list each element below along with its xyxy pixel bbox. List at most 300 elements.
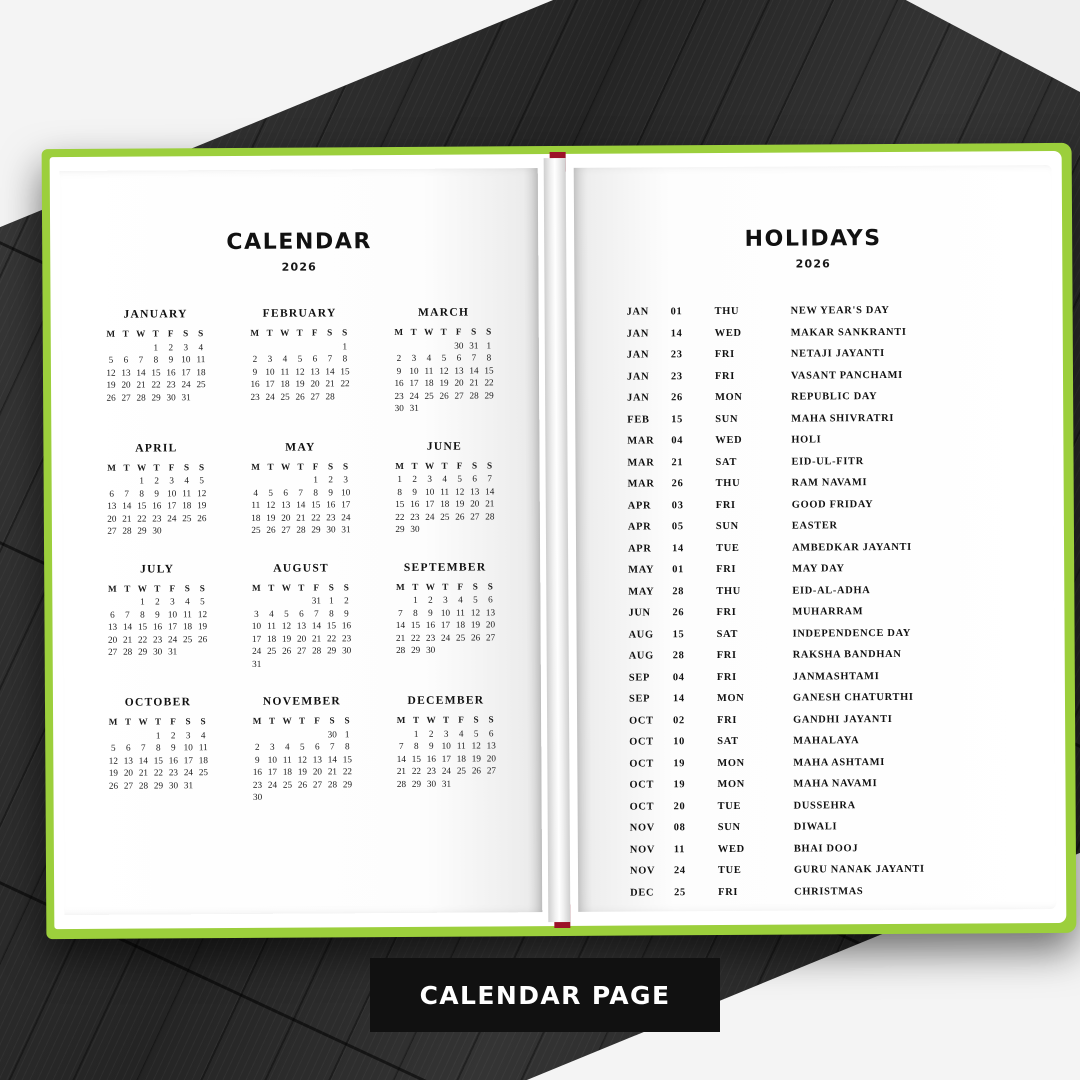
empty-cell [391, 339, 406, 352]
empty-cell [406, 339, 421, 352]
month-block [375, 306, 514, 414]
calendar-title: CALENDAR [226, 229, 373, 256]
day-cell: 28 [122, 525, 132, 536]
month-table [105, 582, 210, 659]
day-cell: 28 [325, 390, 335, 401]
day-cell: 6 [472, 473, 477, 484]
weekday-header: F [313, 581, 320, 593]
calendar-page-header [60, 228, 538, 275]
day-cell: 11 [424, 365, 434, 376]
empty-cell [121, 729, 136, 742]
day-cell: 17 [181, 366, 191, 377]
holiday-name: DUSSEHRA [793, 799, 856, 812]
month-week-row [248, 523, 353, 536]
day-cell: 16 [166, 366, 176, 377]
empty-cell [468, 643, 483, 656]
holiday-weekday: MON [717, 779, 746, 791]
month-week-row [393, 643, 498, 656]
day-cell: 18 [196, 366, 206, 377]
empty-cell [309, 657, 324, 670]
holiday-day: 05 [671, 521, 684, 533]
day-cell: 10 [409, 365, 419, 376]
empty-cell [438, 644, 453, 657]
day-cell: 31 [441, 778, 452, 789]
day-cell: 1 [342, 340, 348, 351]
day-cell: 11 [440, 486, 450, 497]
day-cell: 26 [106, 392, 116, 403]
empty-cell [482, 401, 497, 414]
day-cell: 12 [108, 755, 118, 766]
day-cell: 21 [311, 632, 322, 644]
empty-cell [295, 728, 310, 741]
day-cell: 6 [488, 727, 494, 738]
day-cell: 24 [252, 645, 262, 656]
empty-cell [338, 390, 353, 403]
day-cell: 24 [183, 767, 194, 778]
holiday-month: OCT [629, 736, 654, 748]
holiday-month: MAR [627, 478, 655, 490]
month-week-row [105, 608, 210, 621]
day-cell: 30 [327, 728, 337, 739]
holiday-name: MAY DAY [792, 563, 845, 575]
day-cell: 15 [137, 621, 148, 632]
empty-cell [248, 474, 263, 487]
day-cell: 24 [425, 511, 435, 522]
day-cell: 6 [110, 609, 115, 620]
empty-cell [196, 779, 211, 792]
weekday-header: S [183, 328, 189, 339]
month-block [87, 442, 226, 538]
empty-cell [294, 595, 309, 608]
holiday-weekday: MON [715, 392, 743, 404]
weekday-header: M [394, 326, 404, 338]
holiday-name: HOLI [791, 434, 822, 446]
month-week-row [393, 631, 498, 644]
weekday-header: W [425, 581, 435, 592]
weekday-header: M [106, 328, 116, 339]
weekday-header: S [486, 459, 493, 470]
empty-cell [105, 596, 120, 609]
day-cell: 28 [296, 524, 306, 535]
day-cell: 21 [122, 634, 133, 645]
month-name: FEBRUARY [262, 307, 337, 320]
day-cell: 21 [122, 513, 132, 524]
day-cell: 12 [295, 366, 305, 377]
day-cell: 9 [255, 754, 260, 765]
weekday-header: T [268, 582, 275, 593]
holiday-weekday: FRI [715, 499, 736, 511]
day-cell: 23 [341, 632, 352, 643]
month-week-row [104, 499, 209, 512]
month-week-row [103, 341, 208, 354]
month-block [233, 695, 372, 803]
day-cell: 29 [138, 646, 148, 657]
empty-cell [263, 474, 278, 487]
weekday-header: W [424, 460, 435, 471]
day-cell: 14 [469, 364, 479, 376]
day-cell: 10 [267, 754, 277, 765]
day-cell: 2 [170, 729, 176, 740]
day-cell: 13 [486, 740, 496, 751]
empty-cell [393, 594, 408, 607]
month-week-row [247, 377, 352, 390]
day-cell: 2 [155, 596, 160, 607]
calendar-year: 2026 [281, 260, 318, 274]
holiday-row [627, 342, 1017, 366]
day-cell: 4 [269, 608, 274, 619]
month-week-row [250, 728, 355, 741]
day-cell: 19 [455, 498, 465, 509]
day-cell: 9 [328, 486, 334, 497]
holiday-name: RAM NAVAMI [791, 477, 868, 489]
holiday-day: 02 [673, 714, 685, 727]
day-cell: 7 [140, 742, 146, 753]
empty-cell [249, 595, 264, 608]
day-cell: 26 [197, 512, 207, 523]
weekday-header: M [252, 715, 262, 726]
day-cell: 30 [426, 778, 437, 789]
weekday-header: W [137, 583, 147, 594]
day-cell: 24 [441, 765, 452, 776]
holiday-day: 03 [671, 499, 684, 512]
day-cell: 14 [325, 365, 335, 376]
month-table [248, 460, 353, 537]
day-cell: 30 [326, 524, 336, 535]
month-name: DECEMBER [407, 694, 485, 707]
holiday-weekday: SUN [715, 521, 739, 533]
empty-cell [194, 391, 209, 404]
holiday-row [627, 299, 1017, 323]
weekday-header: M [251, 461, 260, 472]
day-cell: 24 [341, 511, 351, 522]
holiday-weekday: MON [717, 757, 745, 769]
weekday-header: W [426, 714, 436, 725]
weekday-header: T [296, 327, 303, 338]
month-week-row [391, 351, 496, 364]
month-week-row [391, 364, 496, 377]
day-cell: 10 [425, 486, 435, 497]
backdrop-highlight-top-right [902, 0, 1080, 93]
day-cell: 12 [455, 486, 465, 497]
empty-cell [453, 644, 468, 657]
day-cell: 30 [410, 523, 420, 534]
holiday-day: 08 [673, 822, 686, 834]
day-cell: 18 [456, 753, 466, 764]
month-name: JUNE [426, 440, 463, 453]
day-cell: 21 [395, 632, 406, 643]
day-cell: 31 [181, 391, 191, 402]
holiday-row [627, 450, 1017, 474]
day-cell: 28 [312, 645, 322, 656]
day-cell: 8 [342, 353, 348, 364]
day-cell: 31 [469, 339, 479, 351]
holiday-day: 15 [671, 413, 684, 426]
holiday-day: 01 [670, 306, 683, 318]
day-cell: 2 [154, 475, 159, 486]
holiday-weekday: FRI [716, 650, 737, 662]
weekday-header: T [442, 581, 449, 592]
day-cell: 2 [168, 341, 174, 352]
day-cell: 27 [470, 510, 480, 522]
empty-cell [294, 657, 309, 670]
day-cell: 25 [424, 390, 434, 401]
holiday-weekday: FRI [716, 607, 737, 619]
day-cell: 6 [283, 487, 289, 498]
weekday-header: S [184, 582, 190, 593]
month-week-row [105, 633, 210, 646]
empty-cell [103, 341, 118, 354]
day-cell: 28 [469, 389, 479, 401]
holiday-row [627, 321, 1017, 345]
month-week-row [249, 594, 354, 607]
day-cell: 14 [485, 485, 495, 496]
day-cell: 10 [251, 620, 262, 631]
month-table [103, 327, 208, 404]
day-cell: 30 [166, 391, 176, 402]
day-cell: 19 [297, 766, 308, 777]
day-cell: 12 [266, 499, 276, 510]
holiday-weekday: SAT [716, 628, 739, 640]
day-cell: 13 [310, 365, 320, 377]
weekday-header: F [169, 582, 176, 593]
day-cell: 6 [299, 608, 304, 619]
weekday-header: T [124, 716, 132, 727]
holiday-day: 14 [670, 327, 683, 340]
holiday-day: 01 [672, 564, 685, 576]
day-cell: 1 [486, 339, 492, 350]
holiday-row [628, 536, 1018, 560]
day-cell: 22 [137, 513, 147, 524]
day-cell: 8 [344, 741, 350, 752]
open-planner-book [42, 143, 1077, 939]
holiday-row [628, 557, 1018, 581]
day-cell: 29 [327, 645, 337, 656]
day-cell: 27 [297, 645, 307, 656]
day-cell: 18 [282, 766, 293, 777]
holiday-name: MAHALAYA [793, 735, 860, 747]
day-cell: 16 [250, 378, 260, 389]
month-week-row [250, 778, 355, 791]
holiday-row [627, 407, 1017, 431]
weekday-header: T [440, 326, 447, 337]
month-table [247, 326, 352, 403]
day-cell: 27 [310, 390, 320, 402]
day-cell: 19 [471, 752, 481, 764]
holiday-weekday: WED [714, 327, 742, 339]
month-week-row [392, 510, 497, 523]
day-cell: 2 [412, 473, 417, 484]
holiday-weekday: WED [717, 843, 745, 855]
day-cell: 6 [109, 488, 115, 499]
day-cell: 24 [181, 379, 191, 390]
weekday-header: T [267, 461, 274, 472]
day-cell: 5 [108, 354, 114, 365]
day-cell: 26 [197, 633, 208, 644]
holiday-day: 28 [672, 650, 685, 662]
holiday-row [628, 579, 1018, 603]
day-cell: 18 [251, 512, 261, 523]
day-cell: 3 [343, 474, 348, 485]
empty-cell [118, 341, 133, 354]
day-cell: 21 [396, 765, 407, 776]
month-week-row [106, 754, 211, 767]
day-cell: 9 [396, 365, 402, 376]
holiday-month: JAN [626, 371, 650, 383]
day-cell: 4 [200, 729, 206, 740]
day-cell: 10 [167, 487, 177, 498]
empty-cell [469, 777, 484, 790]
empty-cell [279, 595, 294, 608]
weekday-header: W [282, 715, 292, 726]
weekday-header: M [395, 581, 405, 592]
holiday-day: 25 [674, 886, 686, 899]
day-cell: 13 [121, 367, 131, 378]
weekday-header: S [342, 460, 349, 471]
month-block [375, 440, 514, 536]
holiday-row [628, 471, 1018, 495]
empty-cell [467, 522, 482, 535]
holiday-month: OCT [629, 801, 655, 813]
holiday-weekday: FRI [714, 370, 736, 382]
weekday-header: S [327, 327, 333, 338]
day-cell: 6 [312, 353, 318, 364]
month-name: SEPTEMBER [403, 560, 487, 574]
holiday-weekday: FRI [716, 671, 737, 683]
day-cell: 13 [123, 755, 133, 766]
day-cell: 19 [106, 379, 116, 390]
month-week-row [249, 644, 354, 657]
empty-cell [340, 790, 355, 803]
weekday-header: T [441, 460, 448, 471]
holiday-name: EASTER [791, 520, 838, 532]
day-cell: 24 [409, 390, 419, 401]
day-cell: 17 [267, 766, 278, 777]
month-week-row [104, 378, 209, 391]
day-cell: 11 [455, 607, 465, 618]
weekday-header: M [251, 582, 261, 593]
month-week-row [104, 391, 209, 404]
day-cell: 15 [484, 364, 494, 375]
day-cell: 17 [251, 633, 262, 644]
holiday-weekday: SAT [717, 736, 739, 748]
weekday-header: W [280, 461, 291, 472]
holiday-row [629, 729, 1019, 753]
holiday-month: AUG [628, 650, 654, 662]
day-cell: 26 [439, 390, 449, 401]
holiday-name: VASANT PANCHAMI [790, 369, 903, 382]
holiday-day: 14 [672, 693, 685, 705]
day-cell: 8 [329, 607, 334, 618]
day-cell: 10 [183, 742, 193, 753]
day-cell: 9 [170, 742, 176, 753]
month-name: OCTOBER [124, 696, 192, 709]
empty-cell [180, 645, 195, 658]
day-cell: 2 [396, 352, 402, 363]
day-cell: 15 [137, 500, 147, 511]
day-cell: 4 [198, 341, 204, 352]
day-cell: 9 [428, 607, 433, 618]
month-week-row [247, 365, 352, 378]
month-week-row [105, 620, 210, 633]
holiday-row [628, 493, 1018, 517]
holiday-month: JAN [626, 306, 649, 318]
empty-cell [452, 523, 467, 536]
empty-cell [437, 402, 452, 415]
day-cell: 15 [411, 753, 421, 764]
day-cell: 13 [454, 365, 464, 376]
day-cell: 24 [440, 632, 451, 643]
day-cell: 26 [266, 524, 276, 535]
day-cell: 20 [312, 766, 323, 777]
weekday-header: W [136, 462, 147, 473]
day-cell: 29 [411, 644, 421, 655]
holiday-weekday: WED [715, 435, 743, 447]
holiday-weekday: THU [715, 478, 741, 490]
holiday-row [629, 643, 1019, 667]
weekday-header: M [107, 462, 116, 473]
weekday-header: S [327, 460, 334, 471]
day-cell: 5 [110, 742, 116, 753]
month-name: MAY [285, 440, 316, 454]
day-cell: 17 [441, 753, 451, 764]
weekday-header: T [412, 581, 419, 592]
day-cell: 26 [295, 391, 305, 402]
day-cell: 4 [282, 353, 288, 364]
weekday-header: F [167, 328, 174, 339]
day-cell: 16 [410, 498, 420, 509]
empty-cell [484, 777, 499, 790]
day-cell: 15 [151, 366, 161, 377]
holiday-row [630, 837, 1020, 861]
day-cell: 10 [265, 366, 275, 377]
day-cell: 25 [198, 767, 209, 778]
day-cell: 9 [154, 487, 160, 498]
month-week-row [104, 474, 209, 487]
month-week-row [394, 764, 499, 777]
holiday-month: NOV [629, 865, 656, 877]
day-cell: 22 [326, 632, 337, 643]
day-cell: 24 [265, 391, 275, 402]
holiday-day: 15 [672, 628, 685, 641]
weekday-header: S [471, 326, 477, 337]
holiday-month: MAY [628, 586, 655, 598]
month-week-row [106, 741, 211, 754]
day-cell: 30 [454, 340, 464, 351]
weekday-header: S [200, 716, 206, 727]
day-cell: 1 [155, 729, 161, 740]
day-cell: 11 [282, 754, 292, 765]
day-cell: 28 [396, 644, 406, 655]
day-cell: 13 [312, 753, 322, 765]
month-block [377, 694, 516, 802]
day-cell: 31 [183, 779, 194, 790]
day-cell: 1 [413, 594, 418, 605]
day-cell: 24 [167, 633, 178, 644]
day-cell: 5 [200, 596, 205, 607]
holiday-day: 19 [673, 779, 686, 791]
empty-cell [467, 401, 482, 414]
day-cell: 4 [458, 728, 464, 739]
month-week-row [105, 595, 210, 608]
day-cell: 26 [108, 780, 119, 791]
empty-cell [264, 595, 279, 608]
month-week-row [249, 657, 354, 670]
month-table [391, 325, 497, 414]
holiday-day: 28 [672, 585, 685, 598]
day-cell: 14 [296, 499, 306, 510]
book-pages [50, 151, 1067, 929]
empty-cell [279, 657, 294, 670]
